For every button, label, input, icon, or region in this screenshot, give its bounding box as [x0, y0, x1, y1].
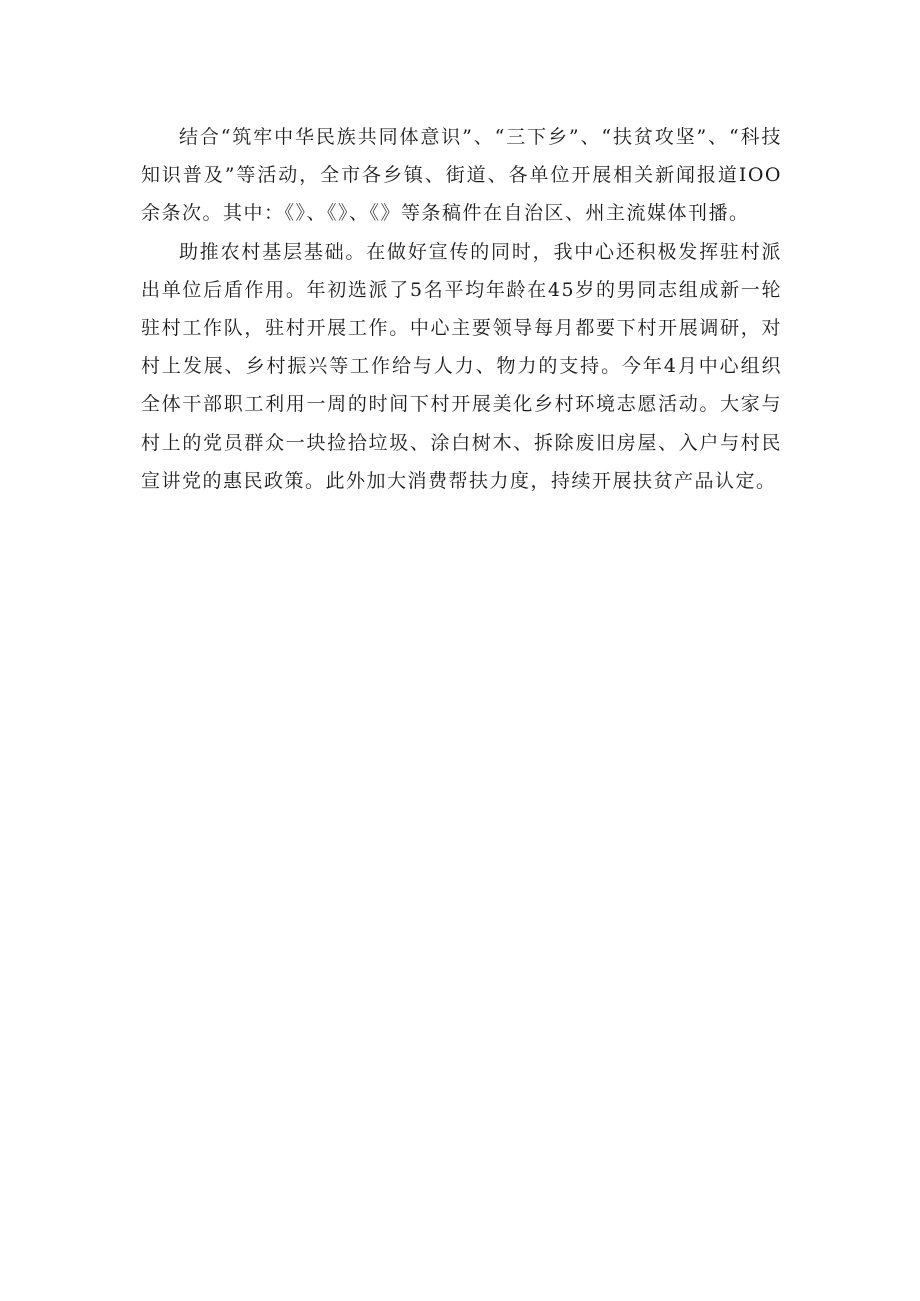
paragraph-village-support: 助推农村基层基础。在做好宣传的同时，我中心还积极发挥驻村派出单位后盾作用。年初选派了5名平均年龄在45岁的男同志组成新一轮驻村工作队，驻村开展工作。中心主要领导每月都要下村开展调研，对村上发展、乡村振兴等工作给与人力、物力的支持。今年4月中心组织全体干部职工利用一周的时间下村开展美化乡村环境志愿活动。大家与村上的党员群众一块捡拾垃圾、涂白树木、拆除废旧房屋、入户与村民宣讲党的惠民政策。此外加大消费帮扶力度，持续开展扶贫产品认定。: [141, 240, 782, 492]
paragraph-news-reports: 结合“筑牢中华民族共同体意识”、“三下乡”、“扶贫攻坚”、“科技知识普及”等活动，全市各乡镇、街道、各单位开展相关新闻报道IOO余条次。其中：《》、《》、《》等条稿件在自治区、州主流媒体刊播。: [141, 126, 782, 225]
document-body: [141, 118, 782, 500]
